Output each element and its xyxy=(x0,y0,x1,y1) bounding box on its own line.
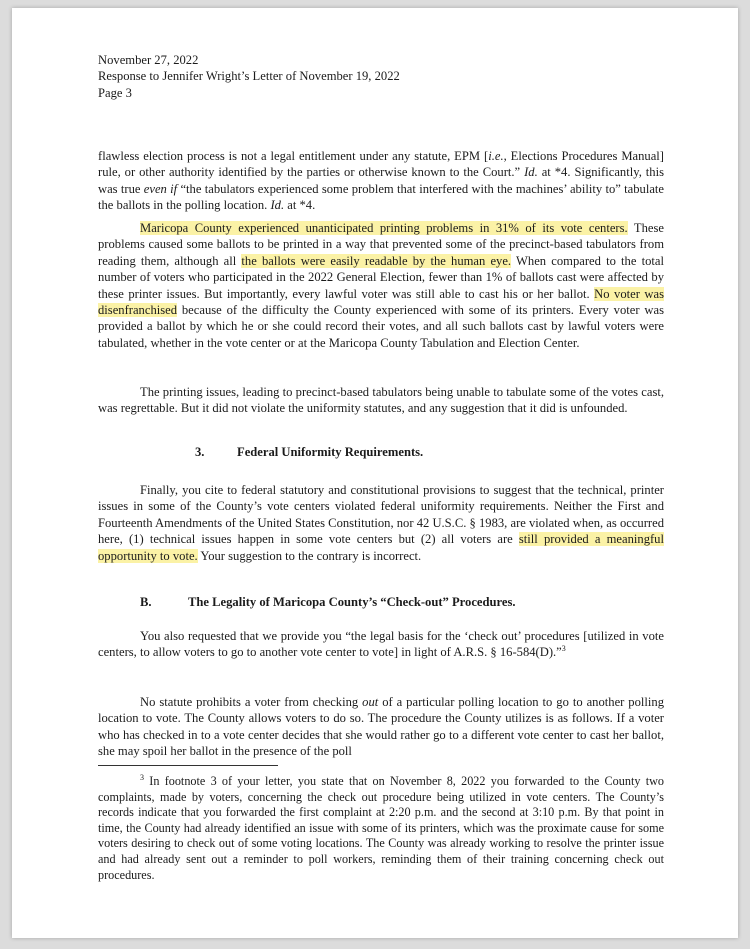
footnote-text: In footnote 3 of your letter, you state that on November 8, 2022 you forwarded to the County two complaints, made by voters, concerning the check out procedure being utilized in vote centers. The County’s records indicate that you forwarded the first complaint at 2:20 p.m. and the second at 3:10 p.m. By that point in time, the County had already identified an issue with some of its printers, which was the proximate cause for some voters desiring to check out of some voting locations. The County was already working to resolve the printer issue and had already sent out a reminder to poll workers, reminding them of their training concerning check out procedures. xyxy=(98,774,664,882)
highlight-no-disenfranchised: No voter was disenfranchised xyxy=(98,286,664,318)
paragraph-1: flawless election process is not a legal entitlement under any statute, EPM [i.e., Elections Procedures Manual] rule, or other authority identified by the parties or otherwise known to the Court.” Id. at *4. Significantly, this was true even if “the tabulators experienced some problem that interfered with the machines’ ability to” tabulate the ballots in the polling location. Id. at *4. xyxy=(98,149,665,213)
letter-date: November 27, 2022 xyxy=(98,53,199,67)
footnote-number: 3 xyxy=(140,772,144,782)
document-page xyxy=(12,8,738,938)
section-heading-3 xyxy=(98,444,664,460)
paragraph-5: You also requested that we provide you “the legal basis for the ‘check out’ procedures [utilized in vote centers, to allow voters to go to another vote center to vote] in light of A.R.S. § 16-584(D).”$^3$ xyxy=(98,629,664,660)
paragraph-3: The printing issues, leading to precinct-based tabulators being unable to tabulate some of the votes cast, was regrettable. But it did not violate the uniformity statutes, and any suggestion that it did is unfounded. xyxy=(98,385,664,416)
letter-header xyxy=(98,52,400,101)
footnote-divider xyxy=(98,765,278,766)
heading-b-number: B. xyxy=(140,595,152,609)
letter-subject: Response to Jennifer Wright’s Letter of November 19, 2022 xyxy=(98,69,400,84)
heading-3-title: Federal Uniformity Requirements. xyxy=(237,445,424,459)
section-heading-b xyxy=(98,594,664,610)
page-number: Page 3 xyxy=(98,85,132,100)
heading-b-title: The Legality of Maricopa County’s “Check-out” Procedures. xyxy=(188,595,516,609)
highlight-readable-ballots: the ballots were easily readable by the human eye. xyxy=(241,253,512,268)
heading-3-number: 3. xyxy=(195,445,205,459)
footnote-ref: 3 xyxy=(561,644,566,654)
highlight-printing-problems: Maricopa County experienced unanticipated printing problems in 31% of its vote centers. xyxy=(140,221,628,235)
footnote-3 xyxy=(98,774,664,883)
paragraph-4: Finally, you cite to federal statutory and constitutional provisions to suggest that the technical, printer issues in some of the County’s vote centers violated federal uniformity requirements. Neither the First and Fourteenth Amendments of the United States Constitution, nor 42 U.S.C. § 1983, are violated when, as occurred here, (1) technical issues happen in some vote centers but (2) all voters are still provided a meaningful opportunity to vote. Your suggestion to the contrary is incorrect. xyxy=(98,483,664,563)
highlight-meaningful-opportunity: still provided a meaningful opportunity to vote. xyxy=(98,532,664,563)
paragraph-6: No statute prohibits a voter from checking out of a particular polling location to go to another polling location to vote. The County allows voters to do so. The procedure the County utilizes is as follows. If a voter who has checked in to a vote center decides that she would rather go to a different vote center to cast her ballot, she may spoil her ballot in the presence of the poll xyxy=(98,695,664,759)
paragraph-2: Maricopa County experienced unanticipated printing problems in 31% of its vote centers. These problems caused some ballots to be printed in a way that prevented some of the precinct-based tabulators from reading them, although all the ballots were easily readable by the human eye. When compared to the total number of voters who participated in the 2022 General Election, fewer than 1% of ballots cast were affected by these printer issues. But importantly, every lawful voter was still able to cast his or her ballot. No voter was disenfranchised because of the difficulty the County experienced with some of its printers. Every voter was provided a ballot by which he or she could record their votes, and all such ballots cast by lawful voters were tabulated, whether in the vote center or at the Maricopa County Tabulation and Election Center. xyxy=(98,221,664,350)
